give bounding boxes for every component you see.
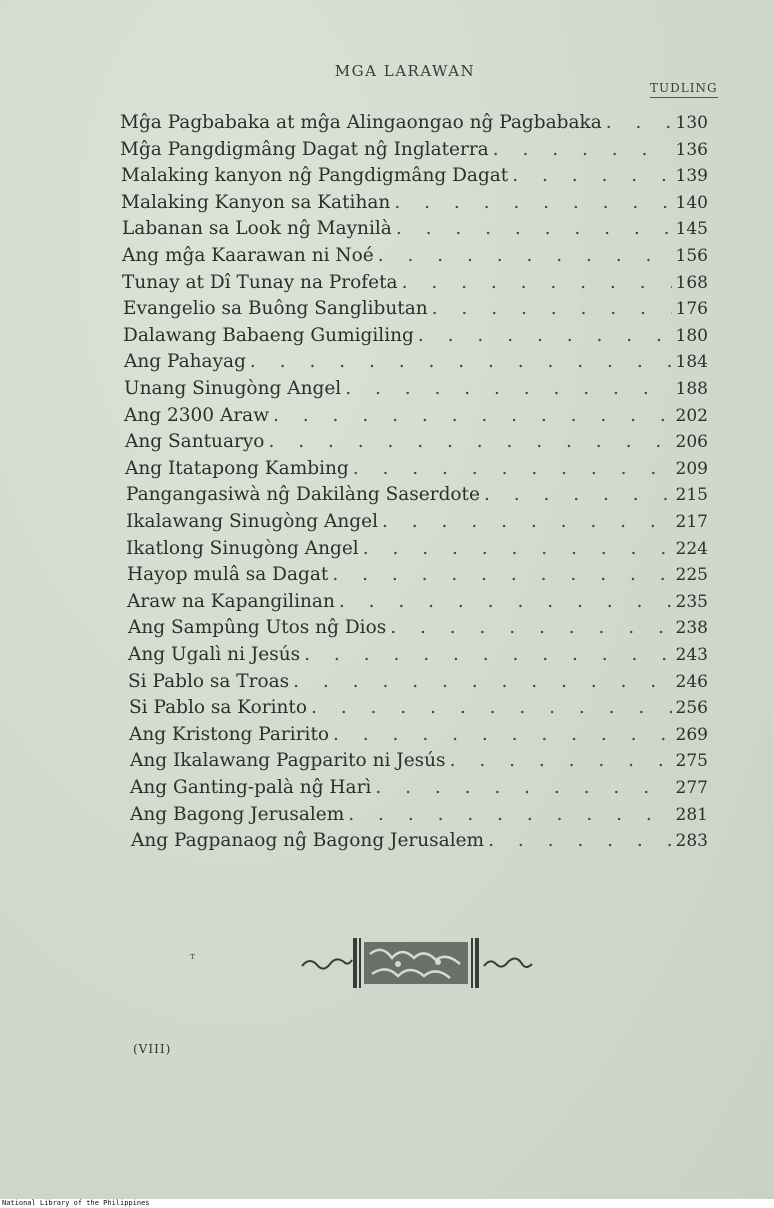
toc-entry xyxy=(124,351,708,375)
toc-entry xyxy=(130,804,708,828)
toc-entry-page: 145 xyxy=(675,219,708,239)
toc-entry-page: 238 xyxy=(675,618,708,638)
toc-leader-dots xyxy=(484,484,672,505)
toc-entry-title: Ikalawang Sinugòng Angel xyxy=(126,511,379,532)
toc-leader-dots xyxy=(333,724,672,745)
toc-entry-title: Ang Kristong Paririto xyxy=(129,724,330,745)
toc-leader-dots xyxy=(250,351,672,372)
toc-entry xyxy=(124,405,708,429)
toc-entry-page: 243 xyxy=(675,645,708,665)
toc-leader-dots xyxy=(488,830,671,851)
toc-entry xyxy=(121,192,708,216)
toc-leader-dots xyxy=(382,511,672,532)
toc-leader-dots xyxy=(268,431,671,452)
toc-leader-dots xyxy=(432,298,672,319)
toc-entry-page: 283 xyxy=(675,831,708,851)
toc-entry xyxy=(128,644,708,668)
toc-leader-dots xyxy=(418,325,672,346)
toc-leader-dots xyxy=(396,218,672,239)
column-header-page: TUDLING xyxy=(650,81,718,98)
toc-entry-title: Ang Itatapong Kambing xyxy=(125,458,349,479)
toc-entry xyxy=(129,697,708,721)
toc-leader-dots xyxy=(311,697,672,718)
toc-leader-dots xyxy=(394,192,671,213)
toc-entry xyxy=(123,325,708,349)
toc-entry-page: 224 xyxy=(675,539,708,559)
toc-entry-page: 269 xyxy=(675,725,708,745)
toc-entry-title: Ang mĝa Kaarawan ni Noé xyxy=(122,245,374,266)
toc-entry xyxy=(126,511,708,535)
toc-entry xyxy=(131,830,708,854)
toc-entry-page: 188 xyxy=(675,379,708,399)
toc-entry xyxy=(123,298,708,322)
toc-entry-page: 176 xyxy=(675,299,708,319)
page-title: MGA LARAWAN xyxy=(334,62,476,80)
stray-mark: т xyxy=(190,952,195,962)
toc-entry xyxy=(122,272,708,296)
toc-entry-title: Ang Ganting-palà nĝ Harì xyxy=(130,777,372,798)
toc-entry xyxy=(129,724,708,748)
toc-leader-dots xyxy=(378,245,672,266)
toc-entry-title: Ang 2300 Araw xyxy=(124,405,270,426)
toc-entry-page: 184 xyxy=(675,352,708,372)
toc-entry-title: Unang Sinugòng Angel xyxy=(124,378,342,399)
toc-entry-title: Mĝa Pagbabaka at mĝa Alingaongao nĝ Pagbabaka xyxy=(120,112,602,133)
toc-entry-page: 246 xyxy=(675,672,708,692)
toc-leader-dots xyxy=(450,750,672,771)
toc-entry-page: 277 xyxy=(675,778,708,798)
toc-entry-title: Malaking kanyon nĝ Pangdigmâng Dagat xyxy=(121,165,509,186)
toc-entry-title: Ikatlong Sinugòng Angel xyxy=(126,538,359,559)
toc-entry-title: Malaking Kanyon sa Katihan xyxy=(121,192,391,213)
toc-entry-page: 235 xyxy=(675,592,708,612)
toc-entry xyxy=(120,139,708,163)
toc-entry xyxy=(122,218,708,242)
toc-leader-dots xyxy=(606,112,672,133)
toc-entry-title: Ang Pahayag xyxy=(124,351,246,372)
toc-entry-title: Ang Ugalì ni Jesús xyxy=(128,644,301,665)
toc-entry xyxy=(121,165,708,189)
toc-entry-title: Ang Pagpanaog nĝ Bagong Jerusalem xyxy=(131,830,485,851)
toc-leader-dots xyxy=(493,139,672,160)
toc-entry-page: 275 xyxy=(675,751,708,771)
toc-leader-dots xyxy=(339,591,672,612)
toc-entry xyxy=(127,564,708,588)
toc-entry-page: 256 xyxy=(675,698,708,718)
toc-entry-page: 217 xyxy=(675,512,708,532)
toc-entry-title: Ang Sampûng Utos nĝ Dios xyxy=(128,617,387,638)
toc-entry xyxy=(130,777,708,801)
toc-entry-page: 139 xyxy=(675,166,708,186)
toc-entry-page: 209 xyxy=(675,459,708,479)
toc-entry-page: 156 xyxy=(675,246,708,266)
toc-leader-dots xyxy=(375,777,671,798)
toc-entry xyxy=(127,591,708,615)
toc-entry-title: Hayop mulâ sa Dagat xyxy=(127,564,329,585)
toc-entry-page: 206 xyxy=(675,432,708,452)
toc-leader-dots xyxy=(402,272,672,293)
toc-entry xyxy=(125,431,708,455)
toc-entry-title: Ang Bagong Jerusalem xyxy=(130,804,345,825)
toc-leader-dots xyxy=(512,165,671,186)
toc-entry-title: Mĝa Pangdigmâng Dagat nĝ Inglaterra xyxy=(120,139,489,160)
toc-leader-dots xyxy=(348,804,671,825)
toc-entry-page: 180 xyxy=(675,326,708,346)
toc-entry-title: Pangangasiwà nĝ Dakilàng Saserdote xyxy=(126,484,480,505)
toc-entry-title: Si Pablo sa Troas xyxy=(128,671,290,692)
toc-entry-title: Araw na Kapangilinan xyxy=(127,591,335,612)
toc-entry xyxy=(122,245,708,269)
toc-entry-title: Dalawang Babaeng Gumigiling xyxy=(123,325,414,346)
toc-entry-page: 136 xyxy=(675,140,708,160)
toc-entry-page: 281 xyxy=(675,805,708,825)
toc-entry-page: 215 xyxy=(675,485,708,505)
toc-entry xyxy=(120,112,708,136)
toc-leader-dots xyxy=(353,458,672,479)
folio-number: (VIII) xyxy=(133,1042,172,1056)
toc-entry-title: Ang Santuaryo xyxy=(125,431,265,452)
toc-leader-dots xyxy=(293,671,671,692)
toc-leader-dots xyxy=(363,538,672,559)
toc-entry-page: 140 xyxy=(675,193,708,213)
toc-entry-title: Tunay at Dî Tunay na Profeta xyxy=(122,272,398,293)
toc-leader-dots xyxy=(345,378,671,399)
holly-leaf-ornament-icon xyxy=(298,934,538,990)
toc-entry-page: 225 xyxy=(675,565,708,585)
toc-entry-title: Ang Ikalawang Pagparito ni Jesús xyxy=(130,750,446,771)
toc-entry-title: Labanan sa Look nĝ Maynilà xyxy=(122,218,392,239)
toc-entry-title: Si Pablo sa Korinto xyxy=(129,697,308,718)
toc-entry xyxy=(126,538,708,562)
toc-entry xyxy=(128,671,708,695)
toc-entry xyxy=(124,378,708,402)
toc-entry-page: 168 xyxy=(675,273,708,293)
toc-entry xyxy=(125,458,708,482)
toc-leader-dots xyxy=(332,564,671,585)
toc-entry xyxy=(128,617,708,641)
toc-entry-page: 130 xyxy=(675,113,708,133)
toc-entry xyxy=(126,484,708,508)
toc-leader-dots xyxy=(304,644,671,665)
toc-entry-title: Evangelio sa Buông Sanglibutan xyxy=(123,298,428,319)
library-footer: National Library of the Philippines xyxy=(2,1199,150,1207)
toc-leader-dots xyxy=(390,617,671,638)
toc-entry-page: 202 xyxy=(675,406,708,426)
toc-leader-dots xyxy=(273,405,672,426)
toc-entry xyxy=(130,750,708,774)
